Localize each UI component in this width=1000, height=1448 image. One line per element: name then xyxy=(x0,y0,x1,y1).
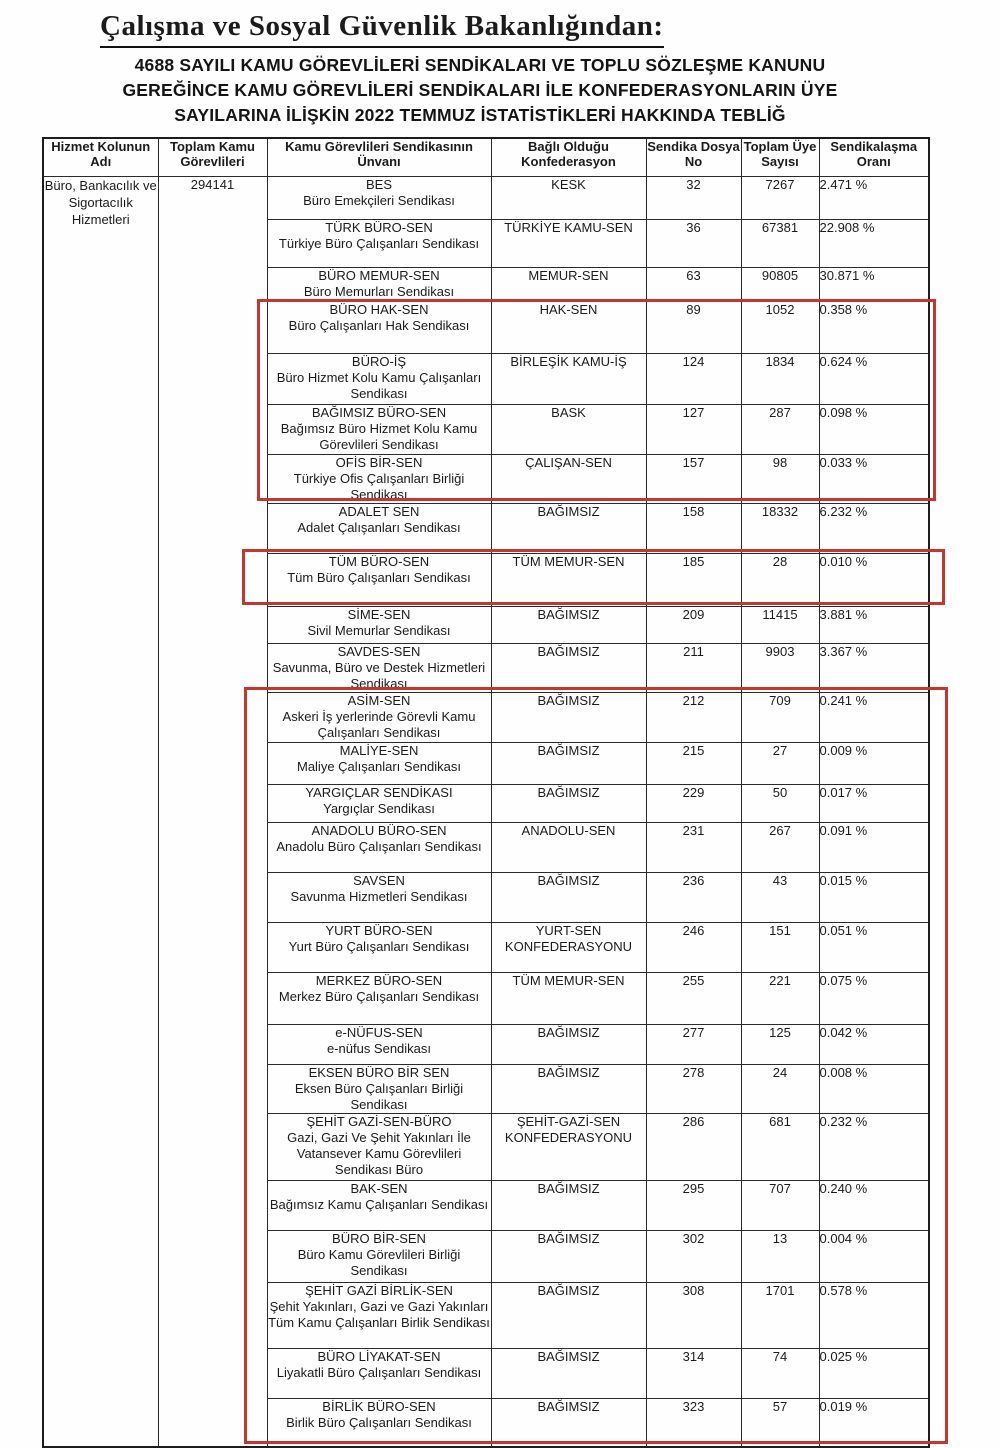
unionization-rate-cell: 0.578 % xyxy=(819,1282,929,1348)
file-no-cell: 286 xyxy=(646,1113,741,1180)
member-count-cell: 267 xyxy=(741,822,819,872)
union-long-name: Şehit Yakınları, Gazi ve Gazi Yakınları Tüm Kamu Çalışanları Birlik Sendikası xyxy=(268,1298,490,1330)
union-name-cell xyxy=(267,972,491,1024)
member-count-cell: 125 xyxy=(741,1024,819,1064)
union-short-name: YURT BÜRO-SEN xyxy=(325,922,433,938)
member-count-cell: 287 xyxy=(741,404,819,454)
unionization-rate-cell: 0.004 % xyxy=(819,1230,929,1282)
union-name-cell xyxy=(267,1230,491,1282)
union-short-name: OFİS BİR-SEN xyxy=(335,454,423,470)
header-total-public-servants: Toplam Kamu Görevlileri xyxy=(158,138,267,176)
confederation-cell: BASK xyxy=(491,404,646,454)
confederation-cell: ŞEHİT-GAZİ-SEN KONFEDERASYONU xyxy=(491,1113,646,1180)
union-short-name: SAVDES-SEN xyxy=(337,643,421,659)
confederation-cell: BAĞIMSIZ xyxy=(491,606,646,643)
file-no-cell: 209 xyxy=(646,606,741,643)
file-no-cell: 314 xyxy=(646,1348,741,1398)
union-short-name: BÜRO LİYAKAT-SEN xyxy=(317,1348,441,1364)
union-long-name: Askeri İş yerlerinde Görevli Kamu Çalışanları Sendikası xyxy=(282,708,476,740)
union-name-cell xyxy=(267,353,491,404)
union-short-name: EKSEN BÜRO BİR SEN xyxy=(308,1064,450,1080)
union-short-name: MALİYE-SEN xyxy=(339,742,419,758)
member-count-cell: 221 xyxy=(741,972,819,1024)
file-no-cell: 211 xyxy=(646,643,741,692)
member-count-cell: 707 xyxy=(741,1180,819,1230)
union-long-name: Eksen Büro Çalışanları Birliği Sendikası xyxy=(294,1080,464,1112)
file-no-cell: 124 xyxy=(646,353,741,404)
union-name-cell xyxy=(267,176,491,219)
confederation-cell: BAĞIMSIZ xyxy=(491,1024,646,1064)
union-short-name: BES xyxy=(365,176,392,192)
union-long-name: Büro Emekçileri Sendikası xyxy=(303,192,455,208)
union-long-name: Savunma, Büro ve Destek Hizmetleri Sendikası xyxy=(272,659,486,691)
confederation-cell: HAK-SEN xyxy=(491,301,646,353)
member-count-cell: 50 xyxy=(741,784,819,822)
union-name-cell xyxy=(267,606,491,643)
service-branch-cell xyxy=(43,176,158,1447)
header-file-no: Sendika Dosya No xyxy=(646,138,741,176)
confederation-cell: BAĞIMSIZ xyxy=(491,1064,646,1113)
total-public-servants-value: 294141 xyxy=(190,176,235,192)
union-short-name: ŞEHİT GAZİ-SEN-BÜRO xyxy=(306,1113,452,1129)
union-name-cell xyxy=(267,1282,491,1348)
header-service-branch: Hizmet Kolunun Adı xyxy=(43,138,158,176)
union-name-cell xyxy=(267,692,491,742)
union-long-name: Türkiye Ofis Çalışanları Birliği Sendikası xyxy=(293,470,465,502)
file-no-cell: 212 xyxy=(646,692,741,742)
member-count-cell: 43 xyxy=(741,872,819,922)
member-count-cell: 151 xyxy=(741,922,819,972)
member-count-cell: 27 xyxy=(741,742,819,784)
confederation-cell: ANADOLU-SEN xyxy=(491,822,646,872)
union-short-name: MERKEZ BÜRO-SEN xyxy=(315,972,443,988)
union-short-name: BÜRO BİR-SEN xyxy=(332,1230,426,1246)
notice-title-line-1: 4688 SAYILI KAMU GÖREVLİLERİ SENDİKALARI VE TOPLU SÖZLEŞME KANUNU xyxy=(134,55,826,75)
file-no-cell: 89 xyxy=(646,301,741,353)
file-no-cell: 231 xyxy=(646,822,741,872)
union-name-cell xyxy=(267,267,491,301)
union-long-name: Birlik Büro Çalışanları Sendikası xyxy=(286,1414,472,1430)
union-long-name: Yurt Büro Çalışanları Sendikası xyxy=(288,938,470,954)
unionization-rate-cell: 6.232 % xyxy=(819,503,929,553)
unionization-rate-cell: 0.075 % xyxy=(819,972,929,1024)
ministry-source-line: Çalışma ve Sosyal Güvenlik Bakanlığından: xyxy=(100,10,664,48)
union-name-cell xyxy=(267,1348,491,1398)
file-no-cell: 295 xyxy=(646,1180,741,1230)
confederation-cell: BAĞIMSIZ xyxy=(491,1230,646,1282)
member-count-cell: 681 xyxy=(741,1113,819,1180)
unionization-rate-cell: 0.042 % xyxy=(819,1024,929,1064)
union-name-cell xyxy=(267,822,491,872)
confederation-cell: BAĞIMSIZ xyxy=(491,1398,646,1447)
confederation-cell: BAĞIMSIZ xyxy=(491,784,646,822)
union-short-name: BAĞIMSIZ BÜRO-SEN xyxy=(311,404,447,420)
union-name-cell xyxy=(267,503,491,553)
union-name-cell xyxy=(267,784,491,822)
unionization-rate-cell: 0.033 % xyxy=(819,454,929,503)
file-no-cell: 32 xyxy=(646,176,741,219)
union-long-name: Adalet Çalışanları Sendikası xyxy=(297,519,461,535)
unionization-rate-cell: 0.240 % xyxy=(819,1180,929,1230)
unionization-rate-cell: 0.015 % xyxy=(819,872,929,922)
member-count-cell: 18332 xyxy=(741,503,819,553)
notice-title-line-3: SAYILARINA İLİŞKİN 2022 TEMMUZ İSTATİSTİKLERİ HAKKINDA TEBLİĞ xyxy=(174,105,786,125)
union-name-cell xyxy=(267,1180,491,1230)
union-name-cell xyxy=(267,1113,491,1180)
member-count-cell: 28 xyxy=(741,553,819,606)
confederation-cell: YURT-SEN KONFEDERASYONU xyxy=(491,922,646,972)
unionization-rate-cell: 3.367 % xyxy=(819,643,929,692)
union-short-name: BAK-SEN xyxy=(350,1180,408,1196)
unionization-rate-cell: 22.908 % xyxy=(819,219,929,267)
union-short-name: BÜRO HAK-SEN xyxy=(329,301,429,317)
unionization-rate-cell: 0.241 % xyxy=(819,692,929,742)
union-name-cell xyxy=(267,1064,491,1113)
union-short-name: YARGIÇLAR SENDİKASI xyxy=(305,784,453,800)
member-count-cell: 1701 xyxy=(741,1282,819,1348)
table-row xyxy=(43,176,929,219)
union-short-name: ASİM-SEN xyxy=(347,692,411,708)
union-name-cell xyxy=(267,1024,491,1064)
file-no-cell: 236 xyxy=(646,872,741,922)
file-no-cell: 255 xyxy=(646,972,741,1024)
unionization-rate-cell: 0.091 % xyxy=(819,822,929,872)
confederation-cell: BAĞIMSIZ xyxy=(491,692,646,742)
member-count-cell: 57 xyxy=(741,1398,819,1447)
member-count-cell: 9903 xyxy=(741,643,819,692)
union-name-cell xyxy=(267,922,491,972)
member-count-cell: 67381 xyxy=(741,219,819,267)
member-count-cell: 7267 xyxy=(741,176,819,219)
confederation-cell: ÇALIŞAN-SEN xyxy=(491,454,646,503)
unionization-rate-cell: 0.017 % xyxy=(819,784,929,822)
member-count-cell: 24 xyxy=(741,1064,819,1113)
union-name-cell xyxy=(267,553,491,606)
member-count-cell: 1834 xyxy=(741,353,819,404)
member-count-cell: 13 xyxy=(741,1230,819,1282)
file-no-cell: 246 xyxy=(646,922,741,972)
confederation-cell: TÜM MEMUR-SEN xyxy=(491,553,646,606)
table-body xyxy=(43,176,929,1447)
confederation-cell: MEMUR-SEN xyxy=(491,267,646,301)
unionization-rate-cell: 0.019 % xyxy=(819,1398,929,1447)
header-confederation: Bağlı Olduğu Konfederasyon xyxy=(491,138,646,176)
confederation-cell: BAĞIMSIZ xyxy=(491,1282,646,1348)
union-long-name: Liyakatli Büro Çalışanları Sendikası xyxy=(276,1364,482,1380)
header-union-title: Kamu Görevlileri Sendikasının Ünvanı xyxy=(267,138,491,176)
union-long-name: Tüm Büro Çalışanları Sendikası xyxy=(287,569,471,585)
member-count-cell: 74 xyxy=(741,1348,819,1398)
union-name-cell xyxy=(267,219,491,267)
service-branch-label: Büro, Bankacılık ve Sigortacılık Hizmetleri xyxy=(44,177,157,227)
union-long-name: Yargıçlar Sendikası xyxy=(323,800,435,816)
file-no-cell: 308 xyxy=(646,1282,741,1348)
file-no-cell: 215 xyxy=(646,742,741,784)
confederation-cell: KESK xyxy=(491,176,646,219)
union-long-name: Büro Hizmet Kolu Kamu Çalışanları Sendikası xyxy=(276,369,482,401)
union-short-name: BİRLİK BÜRO-SEN xyxy=(322,1398,436,1414)
file-no-cell: 229 xyxy=(646,784,741,822)
unionization-rate-cell: 0.051 % xyxy=(819,922,929,972)
confederation-cell: BAĞIMSIZ xyxy=(491,1180,646,1230)
unionization-rate-cell: 0.358 % xyxy=(819,301,929,353)
confederation-cell: BAĞIMSIZ xyxy=(491,872,646,922)
union-long-name: Bağımsız Büro Hizmet Kolu Kamu Görevlileri Sendikası xyxy=(280,420,478,452)
union-long-name: Büro Memurları Sendikası xyxy=(303,283,455,299)
union-name-cell xyxy=(267,643,491,692)
confederation-cell: TÜM MEMUR-SEN xyxy=(491,972,646,1024)
union-name-cell xyxy=(267,301,491,353)
union-short-name: SAVSEN xyxy=(353,872,405,888)
member-count-cell: 709 xyxy=(741,692,819,742)
unionization-rate-cell: 30.871 % xyxy=(819,267,929,301)
union-name-cell xyxy=(267,454,491,503)
header-unionization-rate: Sendikalaşma Oranı xyxy=(819,138,929,176)
union-name-cell xyxy=(267,1398,491,1447)
union-short-name: BÜRO MEMUR-SEN xyxy=(318,267,440,283)
union-long-name: Merkez Büro Çalışanları Sendikası xyxy=(278,988,480,1004)
confederation-cell: BAĞIMSIZ xyxy=(491,643,646,692)
file-no-cell: 278 xyxy=(646,1064,741,1113)
union-name-cell xyxy=(267,742,491,784)
union-long-name: Büro Kamu Görevlileri Birliği Sendikası xyxy=(297,1246,461,1278)
union-long-name: Sivil Memurlar Sendikası xyxy=(307,622,451,638)
unionization-rate-cell: 0.025 % xyxy=(819,1348,929,1398)
file-no-cell: 323 xyxy=(646,1398,741,1447)
file-no-cell: 157 xyxy=(646,454,741,503)
confederation-cell: BAĞIMSIZ xyxy=(491,742,646,784)
union-long-name: Bağımsız Kamu Çalışanları Sendikası xyxy=(269,1196,489,1212)
union-long-name: Türkiye Büro Çalışanları Sendikası xyxy=(278,235,480,251)
notice-title xyxy=(0,53,960,128)
member-count-cell: 90805 xyxy=(741,267,819,301)
member-count-cell: 98 xyxy=(741,454,819,503)
file-no-cell: 63 xyxy=(646,267,741,301)
union-long-name: Büro Çalışanları Hak Sendikası xyxy=(288,317,470,333)
union-long-name: Savunma Hizmetleri Sendikası xyxy=(290,888,468,904)
header-member-count: Toplam Üye Sayısı xyxy=(741,138,819,176)
member-count-cell: 1052 xyxy=(741,301,819,353)
union-long-name: Maliye Çalışanları Sendikası xyxy=(296,758,462,774)
file-no-cell: 36 xyxy=(646,219,741,267)
unionization-rate-cell: 0.009 % xyxy=(819,742,929,784)
table-header-row xyxy=(43,138,929,176)
union-short-name: e-NÜFUS-SEN xyxy=(335,1024,423,1040)
union-short-name: ADALET SEN xyxy=(338,503,420,519)
union-long-name: Anadolu Büro Çalışanları Sendikası xyxy=(276,838,482,854)
union-short-name: ŞEHİT GAZİ BİRLİK-SEN xyxy=(305,1282,453,1298)
union-short-name: TÜRK BÜRO-SEN xyxy=(325,219,433,235)
union-short-name: BÜRO-İŞ xyxy=(351,353,407,369)
unionization-rate-cell: 0.624 % xyxy=(819,353,929,404)
union-name-cell xyxy=(267,404,491,454)
file-no-cell: 185 xyxy=(646,553,741,606)
unionization-rate-cell: 0.232 % xyxy=(819,1113,929,1180)
union-short-name: ANADOLU BÜRO-SEN xyxy=(311,822,447,838)
file-no-cell: 302 xyxy=(646,1230,741,1282)
member-count-cell: 11415 xyxy=(741,606,819,643)
confederation-cell: BİRLEŞİK KAMU-İŞ xyxy=(491,353,646,404)
confederation-cell: TÜRKİYE KAMU-SEN xyxy=(491,219,646,267)
confederation-cell: BAĞIMSIZ xyxy=(491,503,646,553)
unionization-rate-cell: 2.471 % xyxy=(819,176,929,219)
unionization-rate-cell: 3.881 % xyxy=(819,606,929,643)
union-name-cell xyxy=(267,872,491,922)
statistics-table xyxy=(42,137,930,1448)
union-short-name: SİME-SEN xyxy=(347,606,411,622)
union-long-name: e-nüfus Sendikası xyxy=(326,1040,432,1056)
file-no-cell: 127 xyxy=(646,404,741,454)
file-no-cell: 158 xyxy=(646,503,741,553)
notice-title-line-2: GEREĞİNCE KAMU GÖREVLİLERİ SENDİKALARI İLE KONFEDERASYONLARIN ÜYE xyxy=(122,80,838,100)
confederation-cell: BAĞIMSIZ xyxy=(491,1348,646,1398)
union-long-name: Gazi, Gazi Ve Şehit Yakınları İle Vatansever Kamu Görevlileri Sendikası Büro xyxy=(287,1129,471,1177)
unionization-rate-cell: 0.098 % xyxy=(819,404,929,454)
file-no-cell: 277 xyxy=(646,1024,741,1064)
unionization-rate-cell: 0.010 % xyxy=(819,553,929,606)
unionization-rate-cell: 0.008 % xyxy=(819,1064,929,1113)
total-public-servants-cell xyxy=(158,176,267,1447)
union-short-name: TÜM BÜRO-SEN xyxy=(328,553,430,569)
